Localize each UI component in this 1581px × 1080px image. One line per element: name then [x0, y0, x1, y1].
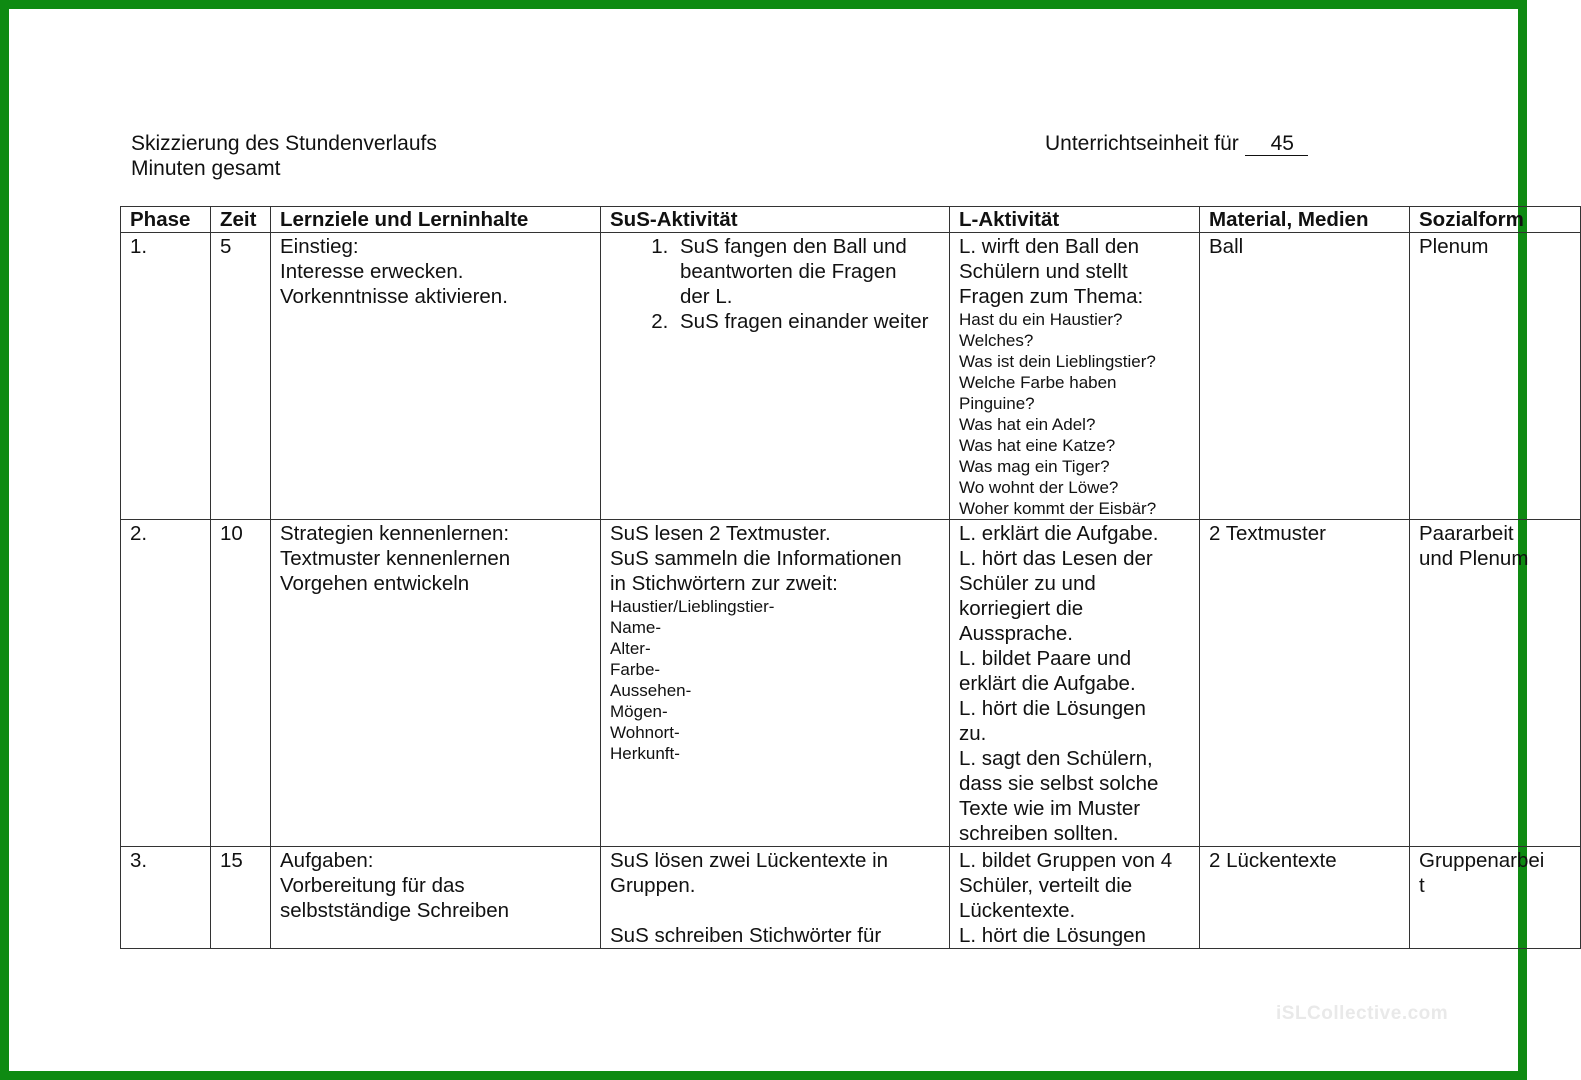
keyword-line: Wohnort- [610, 723, 680, 742]
col-header-sozialform: Sozialform [1410, 207, 1581, 233]
keyword-line: Haustier/Lieblingstier- [610, 597, 775, 616]
keyword-line: Farbe- [610, 660, 661, 679]
title-line-2: Minuten gesamt [131, 157, 281, 180]
col-header-sus-aktivitaet: SuS-Aktivität [601, 207, 950, 233]
text-line: Textmuster kennenlernen [280, 547, 511, 570]
text-line: Lückentexte. [959, 899, 1076, 922]
text-line: 2 Lückentexte [1209, 849, 1337, 872]
text-line: Schüler zu und [959, 572, 1096, 595]
cell-sus-aktivitaet [601, 520, 950, 847]
table-header-row [121, 207, 1581, 233]
question-line: Welches? [959, 331, 1034, 350]
text-line: Vorkenntnisse aktivieren. [280, 285, 508, 308]
cell-sus-aktivitaet [601, 233, 950, 520]
text-line: Gruppenarbei [1419, 849, 1545, 872]
cell-material [1200, 847, 1410, 949]
text-line: SuS lösen zwei Lückentexte in [610, 849, 889, 872]
table-row [121, 233, 1581, 520]
keyword-line: Alter- [610, 639, 651, 658]
keyword-line: Mögen- [610, 702, 668, 721]
cell-sozialform [1410, 847, 1581, 949]
cell-l-aktivitaet [950, 520, 1200, 847]
document-page [9, 9, 1545, 1071]
text-line: 2. SuS fragen einander weiter [680, 310, 929, 333]
document-title [131, 131, 437, 181]
cell-sozialform [1410, 233, 1581, 520]
cell-l-aktivitaet [950, 233, 1200, 520]
keyword-line: Aussehen- [610, 681, 692, 700]
cell-material [1200, 233, 1410, 520]
text-line: Ball [1209, 235, 1244, 258]
text-line: Vorbereitung für das [280, 874, 465, 897]
text-line: L. hört das Lesen der [959, 547, 1153, 570]
cell-phase: 3. [121, 847, 211, 949]
blank-line [610, 898, 940, 923]
text-line: beantworten die Fragen [680, 260, 897, 283]
cell-sozialform [1410, 520, 1581, 847]
text-line: Interesse erwecken. [280, 260, 464, 283]
table-row [121, 520, 1581, 847]
question-line: Hast du ein Haustier? [959, 310, 1123, 329]
text-line: SuS sammeln die Informationen [610, 547, 902, 570]
text-line: 2 Textmuster [1209, 522, 1326, 545]
cell-sus-aktivitaet [601, 847, 950, 949]
list-item [674, 309, 940, 334]
text-line: korriegiert die [959, 597, 1084, 620]
question-line: Woher kommt der Eisbär? [959, 499, 1157, 518]
question-line: Was mag ein Tiger? [959, 457, 1110, 476]
cell-zeit: 10 [211, 520, 271, 847]
text-line: L. hört die Lösungen [959, 924, 1146, 947]
text-line: Schüler, verteilt die [959, 874, 1133, 897]
text-line: Plenum [1419, 235, 1489, 258]
text-line: Aussprache. [959, 622, 1073, 645]
text-line: erklärt die Aufgabe. [959, 672, 1136, 695]
question-line: Was hat ein Adel? [959, 415, 1096, 434]
keyword-line: Herkunft- [610, 744, 680, 763]
lesson-plan-table [120, 206, 1581, 949]
cell-lernziele [271, 847, 601, 949]
text-line: L. bildet Paare und [959, 647, 1132, 670]
cell-material [1200, 520, 1410, 847]
text-line: L. wirft den Ball den [959, 235, 1140, 258]
text-line: t [1419, 874, 1425, 897]
col-header-lernziele: Lernziele und Lerninhalte [271, 207, 601, 233]
col-header-material: Material, Medien [1200, 207, 1410, 233]
text-line: der L. [680, 285, 733, 308]
text-line: SuS schreiben Stichwörter für [610, 924, 882, 947]
text-line: selbstständige Schreiben [280, 899, 510, 922]
col-header-zeit: Zeit [211, 207, 271, 233]
text-line: L. bildet Gruppen von 4 [959, 849, 1173, 872]
text-line: Aufgaben: [280, 849, 374, 872]
title-line-1: Skizzierung des Stundenverlaufs [131, 132, 437, 155]
cell-zeit: 15 [211, 847, 271, 949]
keyword-line: Name- [610, 618, 662, 637]
text-line: Paararbeit [1419, 522, 1514, 545]
watermark-logo: iSLCollective.com [1276, 1003, 1449, 1024]
text-line: schreiben sollten. [959, 822, 1119, 845]
text-line: 1. SuS fangen den Ball und [680, 235, 907, 258]
text-line: L. erklärt die Aufgabe. [959, 522, 1159, 545]
question-line: Wo wohnt der Löwe? [959, 478, 1119, 497]
unit-info [1045, 131, 1308, 156]
question-line: Pinguine? [959, 394, 1035, 413]
cell-phase: 1. [121, 233, 211, 520]
text-line: Texte wie im Muster [959, 797, 1141, 820]
text-line: zu. [959, 722, 987, 745]
text-line: dass sie selbst solche [959, 772, 1159, 795]
text-line: Schülern und stellt [959, 260, 1128, 283]
cell-lernziele [271, 233, 601, 520]
text-line: und Plenum [1419, 547, 1529, 570]
text-line: L. hört die Lösungen [959, 697, 1146, 720]
list-item [674, 234, 940, 309]
unit-minutes: 45 [1245, 133, 1308, 156]
text-line: SuS lesen 2 Textmuster. [610, 522, 831, 545]
table-row [121, 847, 1581, 949]
cell-lernziele [271, 520, 601, 847]
text-line: Fragen zum Thema: [959, 285, 1144, 308]
text-line: in Stichwörtern zur zweit: [610, 572, 838, 595]
question-line: Was hat eine Katze? [959, 436, 1116, 455]
cell-l-aktivitaet [950, 847, 1200, 949]
unit-label: Unterrichtseinheit für [1045, 132, 1239, 155]
col-header-l-aktivitaet: L-Aktivität [950, 207, 1200, 233]
text-line: Vorgehen entwickeln [280, 572, 470, 595]
col-header-phase: Phase [121, 207, 211, 233]
cell-zeit: 5 [211, 233, 271, 520]
text-line: Strategien kennenlernen: [280, 522, 510, 545]
question-line: Was ist dein Lieblingstier? [959, 352, 1156, 371]
question-line: Welche Farbe haben [959, 373, 1117, 392]
cell-phase: 2. [121, 520, 211, 847]
text-line: L. sagt den Schülern, [959, 747, 1153, 770]
numbered-list [610, 234, 940, 334]
text-line: Einstieg: [280, 235, 359, 258]
text-line: Gruppen. [610, 874, 696, 897]
